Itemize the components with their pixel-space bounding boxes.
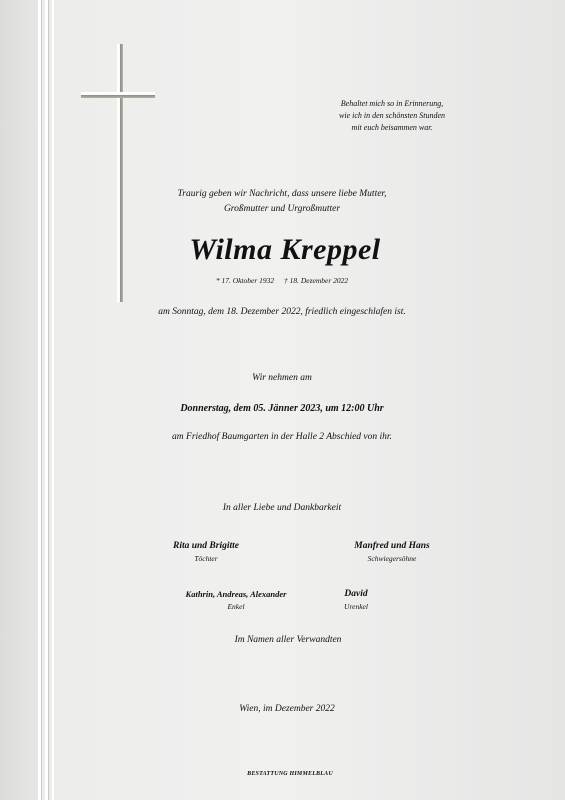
deceased-name: Wilma Kreppel — [189, 233, 381, 266]
family-sons-in-law — [354, 540, 430, 564]
cross-vertical-bar — [117, 44, 123, 302]
memorial-quote — [339, 98, 445, 134]
quote-line: wie ich in den schönsten Stunden — [339, 111, 445, 120]
funeral-place: am Friedhof Baumgarten in der Halle 2 Abschied von ihr. — [172, 432, 392, 442]
family-relation: Urenkel — [344, 602, 368, 611]
relatives-text: Im Namen aller Verwandten — [234, 635, 342, 645]
funeral-intro: Wir nehmen am — [252, 373, 312, 383]
place-date: Wien, im Dezember 2022 — [239, 704, 335, 714]
family-relation: Töchter — [194, 554, 218, 563]
death-date: † 18. Dezember 2022 — [284, 276, 349, 285]
announcement-text — [178, 187, 387, 217]
family-grandchildren — [186, 588, 287, 612]
undertaker-footer: BESTATTUNG HIMMELBLAU — [247, 771, 333, 777]
border-stripe — [0, 0, 38, 800]
passing-text: am Sonntag, dem 18. Dezember 2022, friedlich eingeschlafen ist. — [158, 307, 406, 317]
family-daughters — [173, 540, 239, 564]
family-names: Kathrin, Andreas, Alexander — [185, 589, 287, 599]
birth-date: * 17. Oktober 1932 — [215, 276, 275, 285]
border-line — [41, 0, 42, 800]
family-names: Manfred und Hans — [354, 541, 430, 551]
funeral-datetime: Donnerstag, dem 05. Jänner 2023, um 12:00 Uhr — [180, 403, 384, 414]
border-line — [48, 0, 49, 800]
family-great-grandchildren — [344, 588, 368, 612]
announcement-line: Traurig geben wir Nachricht, dass unsere liebe Mutter, — [177, 189, 387, 199]
closing-text: In aller Liebe und Dankbarkeit — [222, 503, 342, 513]
announcement-line: Großmutter und Urgroßmutter — [223, 204, 341, 214]
quote-line: Behaltet mich so in Erinnerung, — [340, 99, 444, 108]
quote-line: mit euch beisammen war. — [351, 123, 433, 132]
family-relation: Schwiegersöhne — [367, 554, 417, 563]
border-line — [52, 0, 54, 800]
family-relation: Enkel — [227, 602, 245, 611]
family-names: Rita und Brigitte — [173, 541, 239, 551]
life-dates — [212, 276, 352, 285]
family-names: David — [344, 589, 368, 599]
cross-horizontal-bar — [81, 92, 155, 98]
